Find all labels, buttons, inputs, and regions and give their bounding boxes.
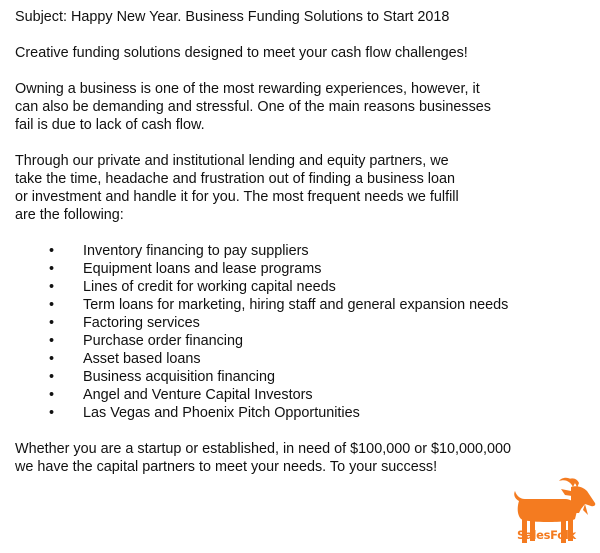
bullet-icon: • [49, 333, 55, 349]
list-item [15, 242, 590, 260]
bullet-icon: • [49, 369, 55, 385]
paragraph-line: take the time, headache and frustration out of finding a business loan [15, 171, 456, 187]
list-item [15, 296, 590, 314]
list-item-text: Purchase order financing [83, 333, 243, 349]
list-item-text: Las Vegas and Phoenix Pitch Opportunities [83, 405, 360, 421]
list-item [15, 368, 590, 386]
email-headline: Creative funding solutions designed to meet your cash flow challenges! [15, 45, 468, 61]
list-item-text: Equipment loans and lease programs [83, 261, 322, 277]
list-item [15, 314, 590, 332]
intro-paragraph [15, 80, 590, 134]
email-body [15, 8, 590, 476]
list-item [15, 278, 590, 296]
paragraph-line: can also be demanding and stressful. One of the main reasons businesses [15, 99, 491, 115]
list-item-text: Lines of credit for working capital needs [83, 279, 336, 295]
list-item-text: Angel and Venture Capital Investors [83, 387, 313, 403]
list-item-text: Term loans for marketing, hiring staff and general expansion needs [83, 297, 509, 313]
list-item-text: Asset based loans [83, 351, 201, 367]
closing-paragraph [15, 440, 590, 476]
list-item-text: Factoring services [83, 315, 200, 331]
paragraph-line: or investment and handle it for you. The most frequent needs we fulfill [15, 189, 459, 205]
paragraph-line: Whether you are a startup or established, in need of $100,000 or $10,000,000 [15, 441, 512, 457]
list-item [15, 350, 590, 368]
list-item-text: Inventory financing to pay suppliers [83, 243, 309, 259]
list-item [15, 260, 590, 278]
salesfolk-logo-text: SalesFolk [517, 528, 576, 542]
list-item-text: Business acquisition financing [83, 369, 275, 385]
paragraph-line: are the following: [15, 207, 124, 223]
paragraph-line: we have the capital partners to meet your needs. To your success! [15, 459, 438, 475]
bullet-icon: • [49, 297, 55, 313]
list-item [15, 404, 590, 422]
bullet-icon: • [49, 315, 55, 331]
paragraph-line: Through our private and institutional lending and equity partners, we [15, 153, 449, 169]
bullet-icon: • [49, 243, 55, 259]
list-item [15, 332, 590, 350]
funding-needs-list [15, 242, 590, 422]
list-item [15, 386, 590, 404]
bullet-icon: • [49, 387, 55, 403]
bullet-icon: • [49, 405, 55, 421]
partners-paragraph [15, 152, 590, 224]
bullet-icon: • [49, 351, 55, 367]
email-subject: Subject: Happy New Year. Business Funding Solutions to Start 2018 [15, 9, 450, 25]
paragraph-line: Owning a business is one of the most rewarding experiences, however, it [15, 81, 480, 97]
paragraph-line: fail is due to lack of cash flow. [15, 117, 205, 133]
bullet-icon: • [49, 279, 55, 295]
bullet-icon: • [49, 261, 55, 277]
